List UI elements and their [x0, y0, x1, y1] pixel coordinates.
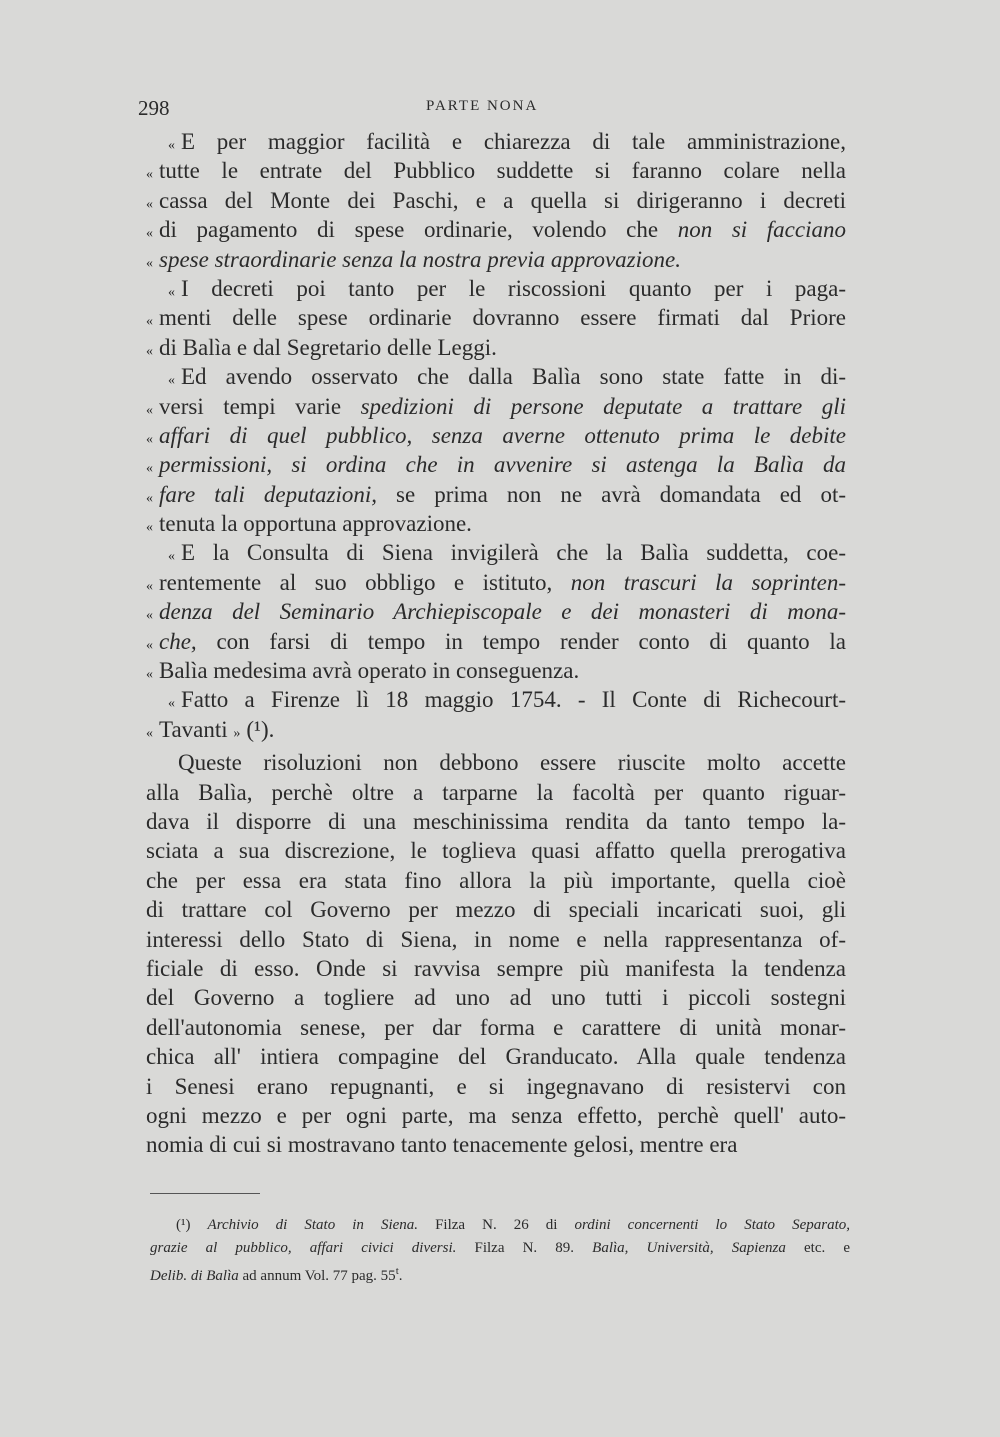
prose-line: nomia di cui si mostravano tanto tenacemente gelosi, mentre era: [146, 1132, 738, 1158]
prose-line: sciata a sua discrezione, le toglieva quasi affatto quella prerogativa: [146, 838, 846, 864]
page-number: 298: [138, 96, 170, 120]
quote-line: « denza del Seminario Archiepiscopale e dei monasteri di mona-: [146, 599, 846, 625]
quote-line: « spese straordinarie senza la nostra previa approvazione.: [146, 246, 681, 272]
prose-line: ficiale di esso. Onde si ravvisa sempre più manifesta la tendenza: [146, 955, 846, 981]
quote-line: « che, con farsi di tempo in tempo render conto di quanto la: [146, 628, 846, 654]
footnote-reference: (¹).: [246, 716, 275, 742]
quote-line: « affari di quel pubblico, senza averne ottenuto prima le debite: [146, 422, 846, 448]
quote-line: « versi tempi varie spedizioni di persone deputate a trattare gli: [146, 393, 846, 419]
quote-line: « menti delle spese ordinarie dovranno essere firmati dal Priore: [146, 305, 846, 331]
prose-line: dell'autonomia senese, per dar forma e carattere di unità monar-: [146, 1014, 846, 1040]
quote-line: « cassa del Monte dei Paschi, e a quella si dirigeranno i decreti: [146, 187, 846, 213]
prose-line: del Governo a togliere ad uno ad uno tutti i piccoli sostegni: [146, 985, 846, 1011]
quote-line: « tutte le entrate del Pubblico suddette si faranno colare nella: [146, 158, 846, 184]
prose-line: ogni mezzo e per ogni parte, ma senza effetto, perchè quell' auto-: [146, 1102, 846, 1128]
footnote-rule: [150, 1193, 260, 1194]
prose-line: i Senesi erano repugnanti, e si ingegnavano di resistervi con: [146, 1073, 846, 1099]
quote-line: « di Balìa e dal Segretario delle Leggi.: [146, 334, 497, 360]
main-text: [146, 127, 846, 1160]
quote-line: « rentemente al suo obbligo e istituto, non trascuri la soprinten-: [146, 569, 846, 595]
footnote-line: (¹) Archivio di Stato in Siena. Filza N. 26 di ordini concernenti lo Stato Separato,: [176, 1217, 850, 1233]
running-title: PARTE NONA: [426, 98, 539, 114]
page-header: [138, 96, 850, 130]
quote-line: « permissioni, si ordina che in avvenire si astenga la Balìa da: [146, 452, 846, 478]
prose-line: che per essa era stata fino allora la più importante, quella cioè: [146, 867, 846, 893]
footnote-line: grazie al pubblico, affari civici diversi. Filza N. 89. Balìa, Università, Sapienza etc. e: [150, 1240, 850, 1256]
commentary-paragraph: [146, 748, 846, 1159]
prose-line: chica all' intiera compagine del Granducato. Alla quale tendenza: [146, 1044, 846, 1070]
prose-line: Queste risoluzioni non debbono essere riuscite molto accette: [178, 750, 846, 776]
quote-line: « E la Consulta di Siena invigilerà che la Balìa suddetta, coe-: [168, 540, 846, 566]
prose-line: alla Balìa, perchè oltre a tarparne la facoltà per quanto riguar-: [146, 779, 846, 805]
quote-line: « E per maggior facilità e chiarezza di tale amministrazione,: [168, 129, 846, 154]
footnote: [150, 1214, 850, 1288]
quote-line: « di pagamento di spese ordinarie, volendo che non si facciano: [146, 217, 846, 243]
quote-line: « Fatto a Firenze lì 18 maggio 1754. - Il Conte di Richecourt-: [168, 687, 846, 713]
quote-line: « Tavanti » (¹).: [146, 716, 275, 742]
quote-line: « fare tali deputazioni, se prima non ne avrà domandata ed ot-: [146, 481, 846, 507]
quote-line: « Ed avendo osservato che dalla Balìa sono state fatte in di-: [168, 364, 846, 390]
footnote-line: Delib. di Balìa ad annum Vol. 77 pag. 55$^t$.: [150, 1265, 403, 1284]
quote-line: « tenuta la opportuna approvazione.: [146, 511, 472, 537]
prose-line: di trattare col Governo per mezzo di speciali incaricati suoi, gli: [146, 897, 846, 923]
quoted-decree: [146, 127, 846, 744]
quote-line: « I decreti poi tanto per le riscossioni quanto per i paga-: [168, 275, 846, 301]
prose-line: dava il disporre di una meschinissima rendita da tanto tempo la-: [146, 808, 846, 834]
quote-line: « Balìa medesima avrà operato in conseguenza.: [146, 658, 580, 684]
prose-line: interessi dello Stato di Siena, in nome e nella rappresentanza of-: [146, 926, 846, 952]
